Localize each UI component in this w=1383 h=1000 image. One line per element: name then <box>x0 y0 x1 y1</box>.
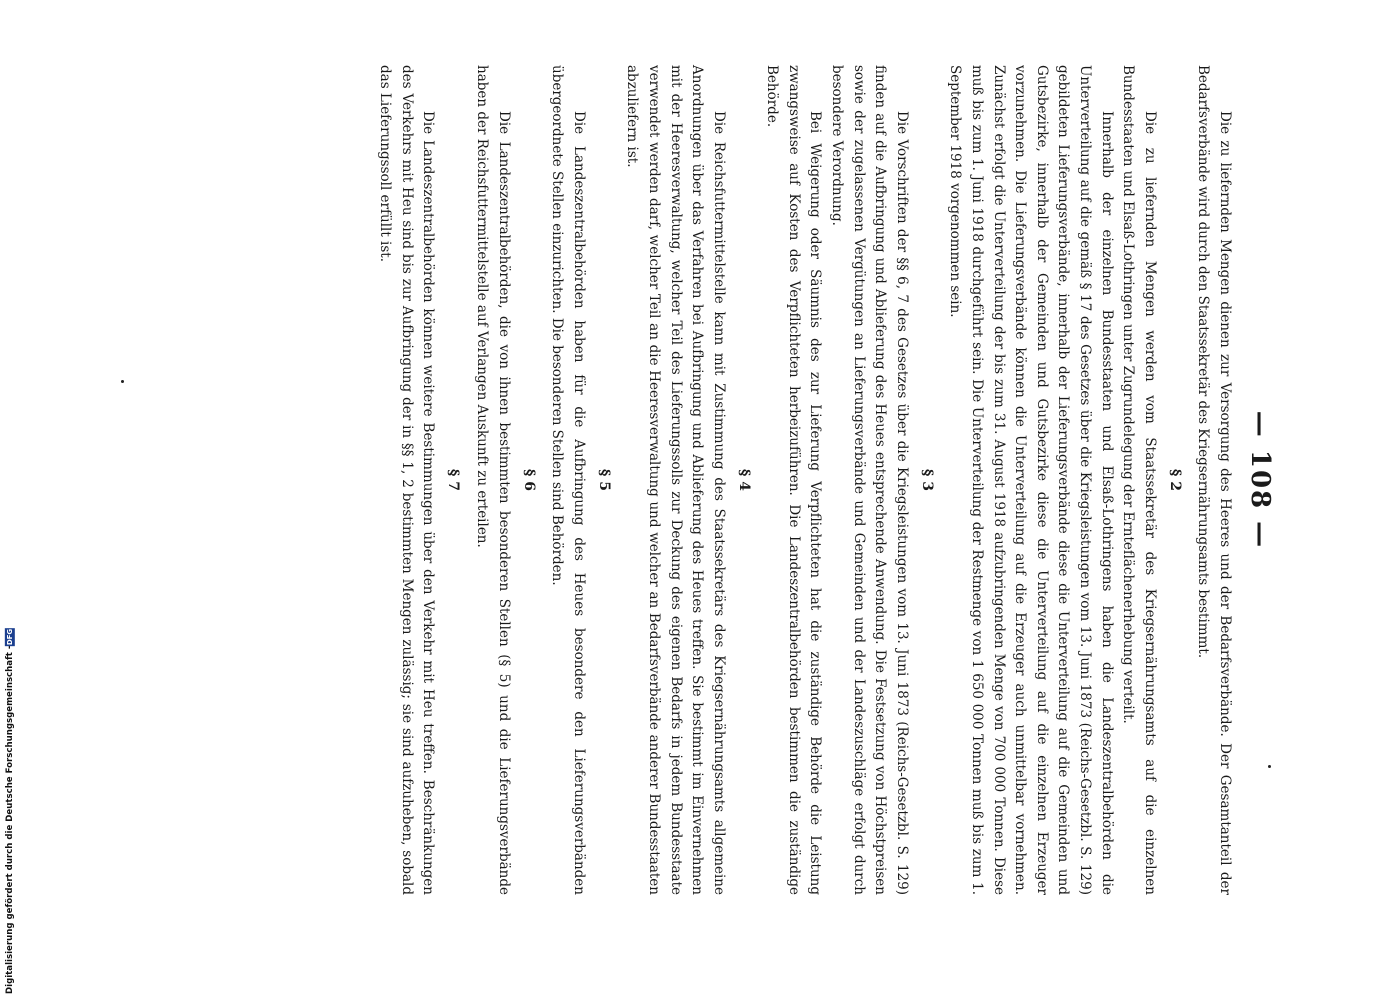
paragraph-2-1: Die zu liefernden Mengen werden vom Staatssekretär des Kriegsernährungsamts auf die einzelnen Bundesstaaten und Elsaß-Lothringen unter Zugrundelegung der Ernteflächenerhebung verteilt. <box>1120 65 1158 895</box>
scan-speck <box>1268 765 1271 768</box>
paragraph-2-2: Innerhalb der einzelnen Bundesstaaten und Elsaß-Lothringens haben die Landeszentralbehörden die Unterverteilung auf die gemäß § 17 des Gesetzes über die Kriegsleistungen vom 13. Juni 1873 (Reichs-Gesetzbl. S. 129) gebildeten Lieferungsverbände, innerhalb der Lieferungsverbände diese die Unterverteilung auf die Gemeinden und Gutsbezirke, innerhalb der Gemeinden und Gutsbezirke diese die Unterverteilung auf die einzelnen Erzeuger vorzunehmen. Die Lieferungsverbände können die Unterverteilung auf die Erzeuger auch unmittelbar vornehmen. Zunächst erfolgt die Unterverteilung der bis zum 31. August 1918 aufzubringenden Menge von 700 000 Tonnen. Diese muß bis zum 1. Juni 1918 durchgeführt sein. Die Unterverteilung der Restmenge von 1 650 000 Tonnen muß bis zum 1. September 1918 vorgenommen sein. <box>947 65 1115 895</box>
section-heading-5: § 5 <box>595 469 612 491</box>
scan-speck <box>121 380 124 383</box>
section-heading-6: § 6 <box>520 469 537 491</box>
digitization-credit <box>3 604 17 994</box>
section-heading-7: § 7 <box>445 469 462 491</box>
digitization-credit-text: Digitalisierung gefördert durch die Deutsche Forschungsgemeinschaft - <box>5 645 15 994</box>
paragraph-6-1: Die Landeszentralbehörden, die von ihnen bestimmten besonderen Stellen (§ 5) und die Lieferungsverbände haben der Reichsfuttermittelstelle auf Verlangen Auskunft zu erteilen. <box>473 65 512 895</box>
paragraph-4-1: Die Reichsfuttermittelstelle kann mit Zustimmung des Staatssekretärs des Kriegsernährungsamts allgemeine Anordnungen über das Verfahren bei Aufbringung und Ablieferung des Heues treffen. Sie bestimmt im Einvernehmen mit der Heeresverwaltung, welcher Teil des Lieferungssolls zur Deckung des eigenen Bedarfs in jedem Bundesstaate verwendet werden darf, welcher Teil an die Heeresverwaltung und welcher an Bedarfsverbände anderer Bundesstaaten abzuliefern ist. <box>624 65 727 895</box>
dfg-logo: DFG <box>6 628 14 645</box>
section-heading-2: § 2 <box>1166 469 1183 491</box>
section-heading-3: § 3 <box>918 469 935 491</box>
paragraph-3-2: Bei Weigerung oder Säumnis des zur Lieferung Verpflichteten hat die zuständige Behörde die Leistung zwangsweise auf Kosten des Verpflichteten herbeizuführen. Die Landeszentralbehörden bestimmen die zuständige Behörde. <box>764 65 824 895</box>
paragraph-3-1: Die Vorschriften der §§ 6, 7 des Gesetzes über die Kriegsleistungen vom 13. Juni 1873 (Reichs-Gesetzbl. S. 129) finden auf die Aufbringung und Ablieferung des Heues entsprechende Anwendung. Die Festsetzung von Höchstpreisen sowie der zugelassenen Vergütungen an Lieferungsverbände und Gemeinden und der Landeszuschläge erfolgt durch besondere Verordnung. <box>829 65 910 895</box>
page-number: — 108 — <box>1245 410 1275 550</box>
paragraph-intro: Die zu liefernden Mengen dienen zur Versorgung des Heeres und der Bedarfsverbände. Der Gesamtanteil der Bedarfsverbände wird durch den Staatssekretär des Kriegsernährungsamts bestimmt. <box>1195 65 1233 895</box>
paragraph-7-1: Die Landeszentralbehörden können weitere Bestimmungen über den Verkehr mit Heu treffen. Beschränkungen des Verkehrs mit Heu sind bis zur Aufbringung der in §§ 1, 2 bestimmten Mengen zulässig; sie sind aufzuheben, sobald das Lieferungssoll erfüllt ist. <box>377 65 437 895</box>
section-heading-4: § 4 <box>735 469 752 491</box>
rotated-page <box>165 65 1295 895</box>
paragraph-5-1: Die Landeszentralbehörden haben für die Aufbringung des Heues besondere den Lieferungsverbänden übergeordnete Stellen einzurichten. Die besonderen Stellen sind Behörden. <box>549 65 587 895</box>
